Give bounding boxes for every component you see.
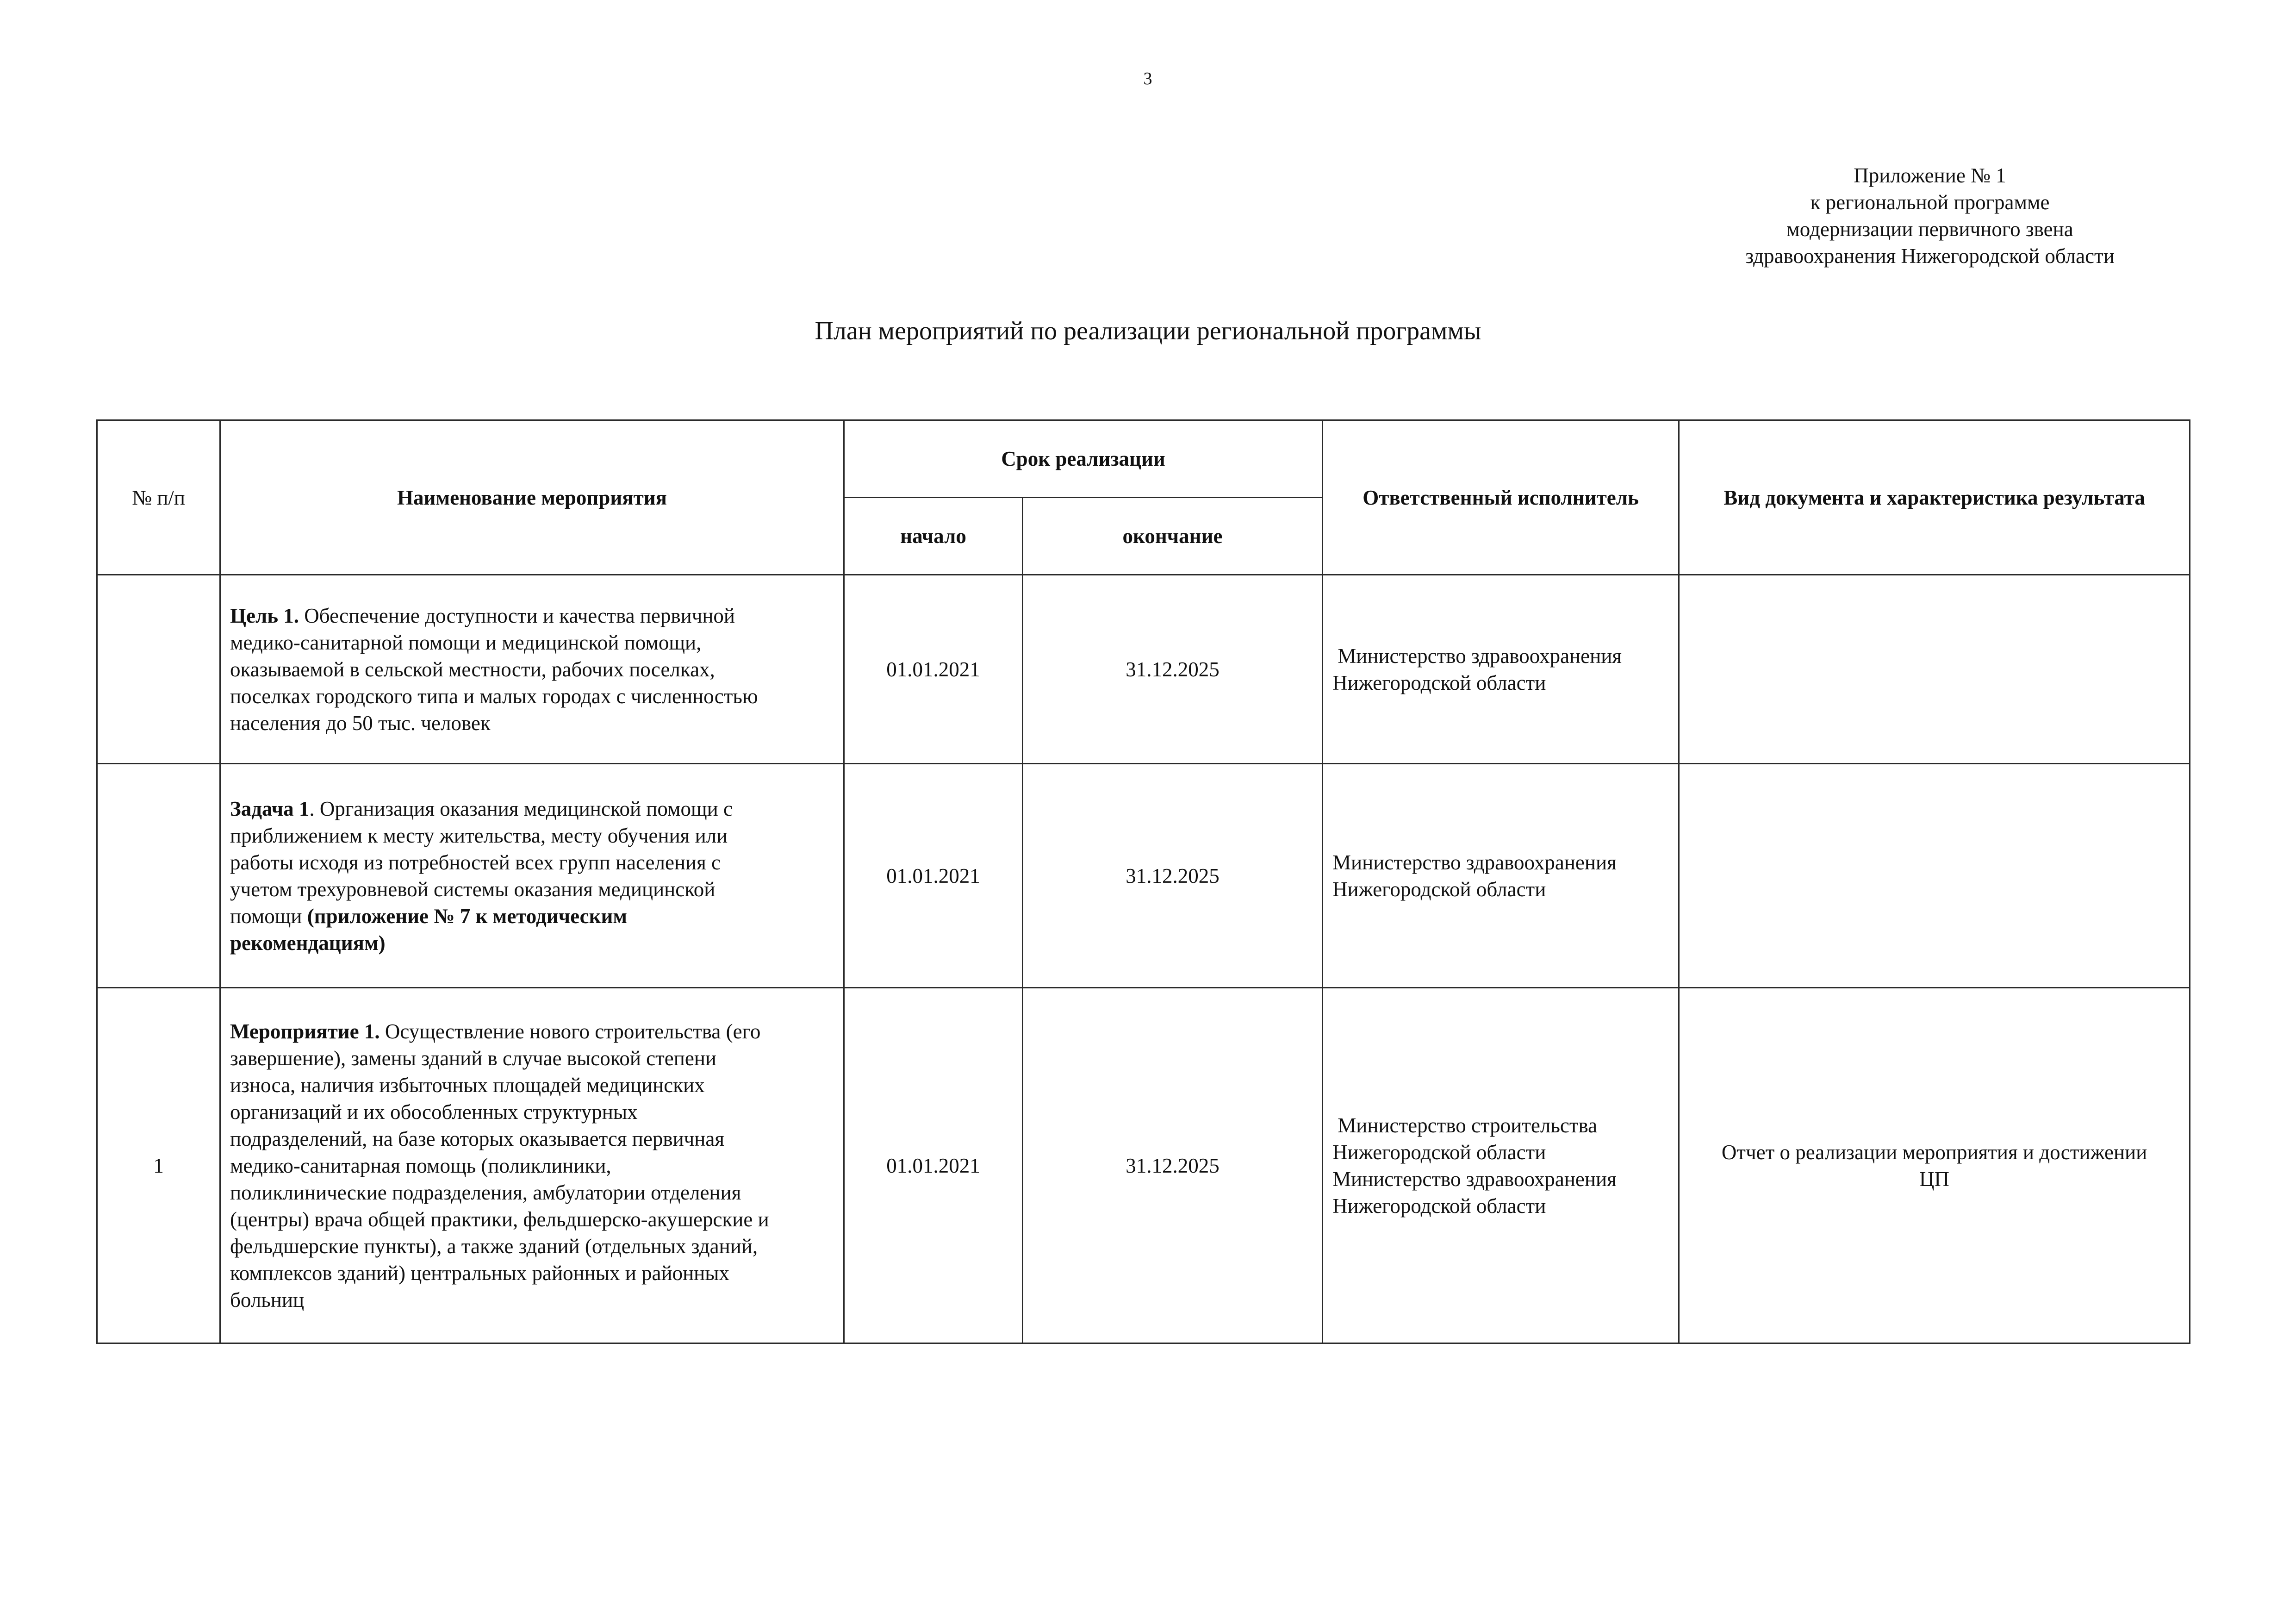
name-line: Осуществление нового строительства (его [380, 1019, 761, 1043]
responsible-line: Нижегородской области [1332, 671, 1546, 694]
name-line: (центры) врача общей практики, фельдшерско-акушерские и [230, 1207, 769, 1231]
cell-result [1679, 764, 2190, 988]
name-line: работы исходя из потребностей всех групп населения с [230, 850, 721, 874]
cell-responsible [1323, 764, 1679, 988]
appendix-line: Приложение № 1 [1854, 164, 2006, 187]
cell-name [220, 764, 844, 988]
event-label: Мероприятие 1. [230, 1019, 380, 1043]
responsible-line: Министерство здравоохранения [1332, 850, 1617, 874]
responsible-line: Нижегородской области [1332, 1194, 1546, 1218]
responsible-line: Нижегородской области [1332, 1140, 1546, 1164]
name-line: завершение), замены зданий в случае высокой степени [230, 1046, 716, 1070]
name-line: поликлинические подразделения, амбулатории отделения [230, 1181, 741, 1204]
responsible-line: Министерство строительства [1332, 1113, 1598, 1137]
responsible-line: Министерство здравоохранения [1332, 644, 1622, 668]
header-responsible: Ответственный исполнитель [1323, 420, 1679, 575]
table-row-goal [97, 575, 2190, 764]
name-line: износа, наличия избыточных площадей медицинских [230, 1073, 705, 1097]
cell-start: 01.01.2021 [844, 988, 1023, 1343]
responsible-line: Нижегородской области [1332, 877, 1546, 901]
plan-table [96, 419, 2190, 1344]
cell-name [220, 575, 844, 764]
name-line: поселках городского типа и малых городах с численностью [230, 684, 758, 708]
name-line: медико-санитарная помощь (поликлиники, [230, 1154, 611, 1177]
cell-start: 01.01.2021 [844, 575, 1023, 764]
page-number: 3 [1143, 69, 1152, 88]
cell-name [220, 988, 844, 1343]
appendix-note [1675, 162, 2184, 269]
header-row [97, 420, 2190, 498]
cell-end: 31.12.2025 [1023, 575, 1323, 764]
name-line: фельдшерские пункты), а также зданий (отдельных зданий, [230, 1234, 758, 1258]
cell-responsible [1323, 575, 1679, 764]
cell-result [1679, 988, 2190, 1343]
responsible-line: Министерство здравоохранения [1332, 1167, 1617, 1191]
appendix-line: здравоохранения Нижегородской области [1745, 244, 2115, 268]
appendix-line: модернизации первичного звена [1786, 218, 2073, 241]
name-line: населения до 50 тыс. человек [230, 711, 491, 735]
task-label: Задача 1 [230, 797, 310, 820]
name-line: оказываемой в сельской местности, рабочих поселках, [230, 657, 715, 681]
name-emphasis-line: рекомендациям) [230, 931, 386, 955]
cell-result [1679, 575, 2190, 764]
cell-num [97, 575, 220, 764]
cell-num: 1 [97, 988, 220, 1343]
table-row-task [97, 764, 2190, 988]
name-line: . Организация оказания медицинской помощи с [309, 797, 733, 820]
table-row-event [97, 988, 2190, 1343]
cell-responsible [1323, 988, 1679, 1343]
header-end: окончание [1023, 498, 1323, 575]
header-result: Вид документа и характеристика результата [1679, 420, 2190, 575]
header-name: Наименование мероприятия [220, 420, 844, 575]
cell-start: 01.01.2021 [844, 764, 1023, 988]
name-line: больниц [230, 1288, 305, 1312]
header-start: начало [844, 498, 1023, 575]
appendix-line: к региональной программе [1810, 191, 2050, 214]
document-title: План мероприятий по реализации региональной программы [815, 317, 1481, 345]
name-line: подразделений, на базе которых оказывается первичная [230, 1127, 725, 1150]
header-period: Срок реализации [844, 420, 1323, 498]
header-num: № п/п [97, 420, 220, 575]
name-line: помощи [230, 904, 307, 928]
name-line: приближением к месту жительства, месту обучения или [230, 824, 728, 847]
name-line: медико-санитарной помощи и медицинской помощи, [230, 631, 702, 654]
goal-label: Цель 1. [230, 604, 299, 627]
name-line: учетом трехуровневой системы оказания медицинской [230, 877, 716, 901]
result-line: ЦП [1919, 1167, 1950, 1191]
cell-end: 31.12.2025 [1023, 988, 1323, 1343]
cell-end: 31.12.2025 [1023, 764, 1323, 988]
name-line: Обеспечение доступности и качества первичной [299, 604, 735, 627]
result-line: Отчет о реализации мероприятия и достижении [1721, 1140, 2147, 1164]
name-emphasis-line: (приложение № 7 к методическим [307, 904, 628, 928]
name-line: комплексов зданий) центральных районных и районных [230, 1261, 729, 1285]
name-line: организаций и их обособленных структурных [230, 1100, 638, 1124]
cell-num [97, 764, 220, 988]
